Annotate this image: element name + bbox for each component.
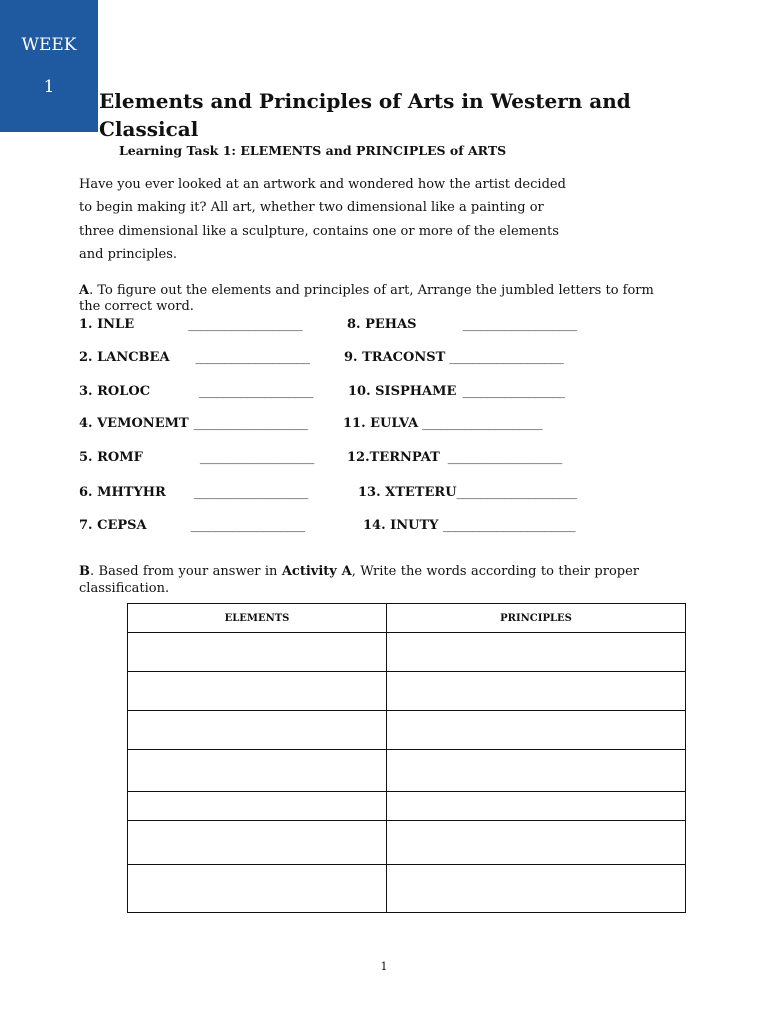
- week-label: WEEK: [21, 35, 77, 55]
- jumbled-item: [79, 450, 314, 465]
- answer-blank[interactable]: ___________________: [193, 416, 308, 431]
- answer-blank[interactable]: ___________________: [199, 450, 314, 465]
- jumbled-word: 8. PEHAS: [347, 317, 417, 332]
- jumbled-word: 12.TERNPAT: [347, 450, 440, 465]
- intro-line: and principles.: [79, 246, 178, 262]
- table-row: [128, 792, 686, 821]
- table-row: [128, 821, 686, 865]
- elements-cell[interactable]: [128, 821, 387, 865]
- answer-blank[interactable]: ___________________: [449, 350, 564, 365]
- jumbled-item: [358, 485, 577, 500]
- section-b-text: . Based from your answer in: [90, 564, 282, 579]
- section-b-text: , Write the words according to their proper classification.: [79, 564, 640, 596]
- table-row: [128, 865, 686, 913]
- section-b-letter: B: [79, 564, 90, 579]
- answer-blank[interactable]: ____________________: [422, 416, 543, 431]
- jumbled-item: [348, 384, 564, 399]
- intro-line: Have you ever looked at an artwork and wondered how the artist decided: [79, 177, 566, 192]
- answer-blank[interactable]: ___________________: [188, 317, 303, 332]
- intro-line: to begin making it? All art, whether two dimensional like a painting or: [79, 200, 544, 216]
- principles-header: PRINCIPLES: [387, 604, 686, 633]
- answer-blank[interactable]: ___________________: [447, 450, 562, 465]
- principles-cell[interactable]: [387, 750, 686, 792]
- jumbled-word: 7. CEPSA: [79, 518, 147, 533]
- principles-cell[interactable]: [387, 821, 686, 865]
- elements-cell[interactable]: [128, 865, 387, 913]
- jumbled-item: [363, 518, 575, 533]
- intro-paragraph: [79, 173, 599, 266]
- week-number: 1: [43, 77, 55, 97]
- answer-blank[interactable]: ___________________: [190, 518, 305, 533]
- section-a-letter: A: [79, 283, 90, 298]
- jumbled-word: 13. XTETERU: [358, 485, 457, 500]
- jumbled-word: 4. VEMONEMT: [79, 416, 189, 431]
- jumbled-item: [79, 384, 313, 399]
- table-header-row: [128, 604, 686, 633]
- principles-cell[interactable]: [387, 633, 686, 672]
- answer-blank[interactable]: ___________________: [193, 485, 308, 500]
- section-a-instructions: [79, 283, 659, 315]
- jumbled-item: [79, 416, 308, 431]
- answer-blank[interactable]: ____________________: [456, 485, 577, 500]
- answer-blank[interactable]: _________________: [462, 384, 565, 399]
- classification-table: [127, 603, 686, 913]
- jumbled-item: [347, 450, 562, 465]
- principles-cell[interactable]: [387, 711, 686, 750]
- jumbled-word: 9. TRACONST: [344, 350, 446, 365]
- principles-cell[interactable]: [387, 865, 686, 913]
- jumbled-item: [79, 518, 305, 533]
- answer-blank[interactable]: ______________________: [442, 518, 575, 533]
- jumbled-word: 3. ROLOC: [79, 384, 151, 399]
- jumbled-item: [79, 485, 308, 500]
- table-row: [128, 672, 686, 711]
- jumbled-item: [343, 416, 542, 431]
- week-badge: [0, 0, 98, 132]
- answer-blank[interactable]: ___________________: [195, 350, 310, 365]
- answer-blank[interactable]: ___________________: [199, 384, 314, 399]
- section-a-text: . To figure out the elements and principles of art, Arrange the jumbled letters to form the correct word.: [79, 283, 654, 314]
- jumbled-word: 2. LANCBEA: [79, 350, 170, 365]
- jumbled-word: 10. SISPHAME: [348, 384, 457, 399]
- principles-cell[interactable]: [387, 672, 686, 711]
- jumbled-item: [347, 317, 577, 332]
- section-b-instructions: [79, 563, 639, 597]
- elements-cell[interactable]: [128, 672, 387, 711]
- jumbled-word: 5. ROMF: [79, 450, 143, 465]
- learning-task-subtitle: Learning Task 1: ELEMENTS and PRINCIPLES of ARTS: [119, 143, 507, 158]
- table-row: [128, 711, 686, 750]
- elements-header: ELEMENTS: [128, 604, 387, 633]
- elements-cell[interactable]: [128, 711, 387, 750]
- intro-line: three dimensional like a sculpture, contains one or more of the elements: [79, 223, 559, 239]
- principles-cell[interactable]: [387, 792, 686, 821]
- page-number: 1: [380, 960, 388, 973]
- jumbled-item: [79, 350, 310, 365]
- table-row: [128, 750, 686, 792]
- jumbled-item: [344, 350, 563, 365]
- answer-blank[interactable]: ___________________: [462, 317, 577, 332]
- page-title: Elements and Principles of Arts in Western and Classical: [99, 89, 631, 141]
- jumbled-word: 14. INUTY: [363, 518, 439, 533]
- table-row: [128, 633, 686, 672]
- jumbled-item: [79, 317, 302, 332]
- jumbled-word: 6. MHTYHR: [79, 485, 166, 500]
- activity-reference: Activity A: [281, 564, 352, 579]
- jumbled-word: 11. EULVA: [343, 416, 419, 431]
- elements-cell[interactable]: [128, 750, 387, 792]
- elements-cell[interactable]: [128, 792, 387, 821]
- jumbled-word: 1. INLE: [79, 317, 135, 332]
- elements-cell[interactable]: [128, 633, 387, 672]
